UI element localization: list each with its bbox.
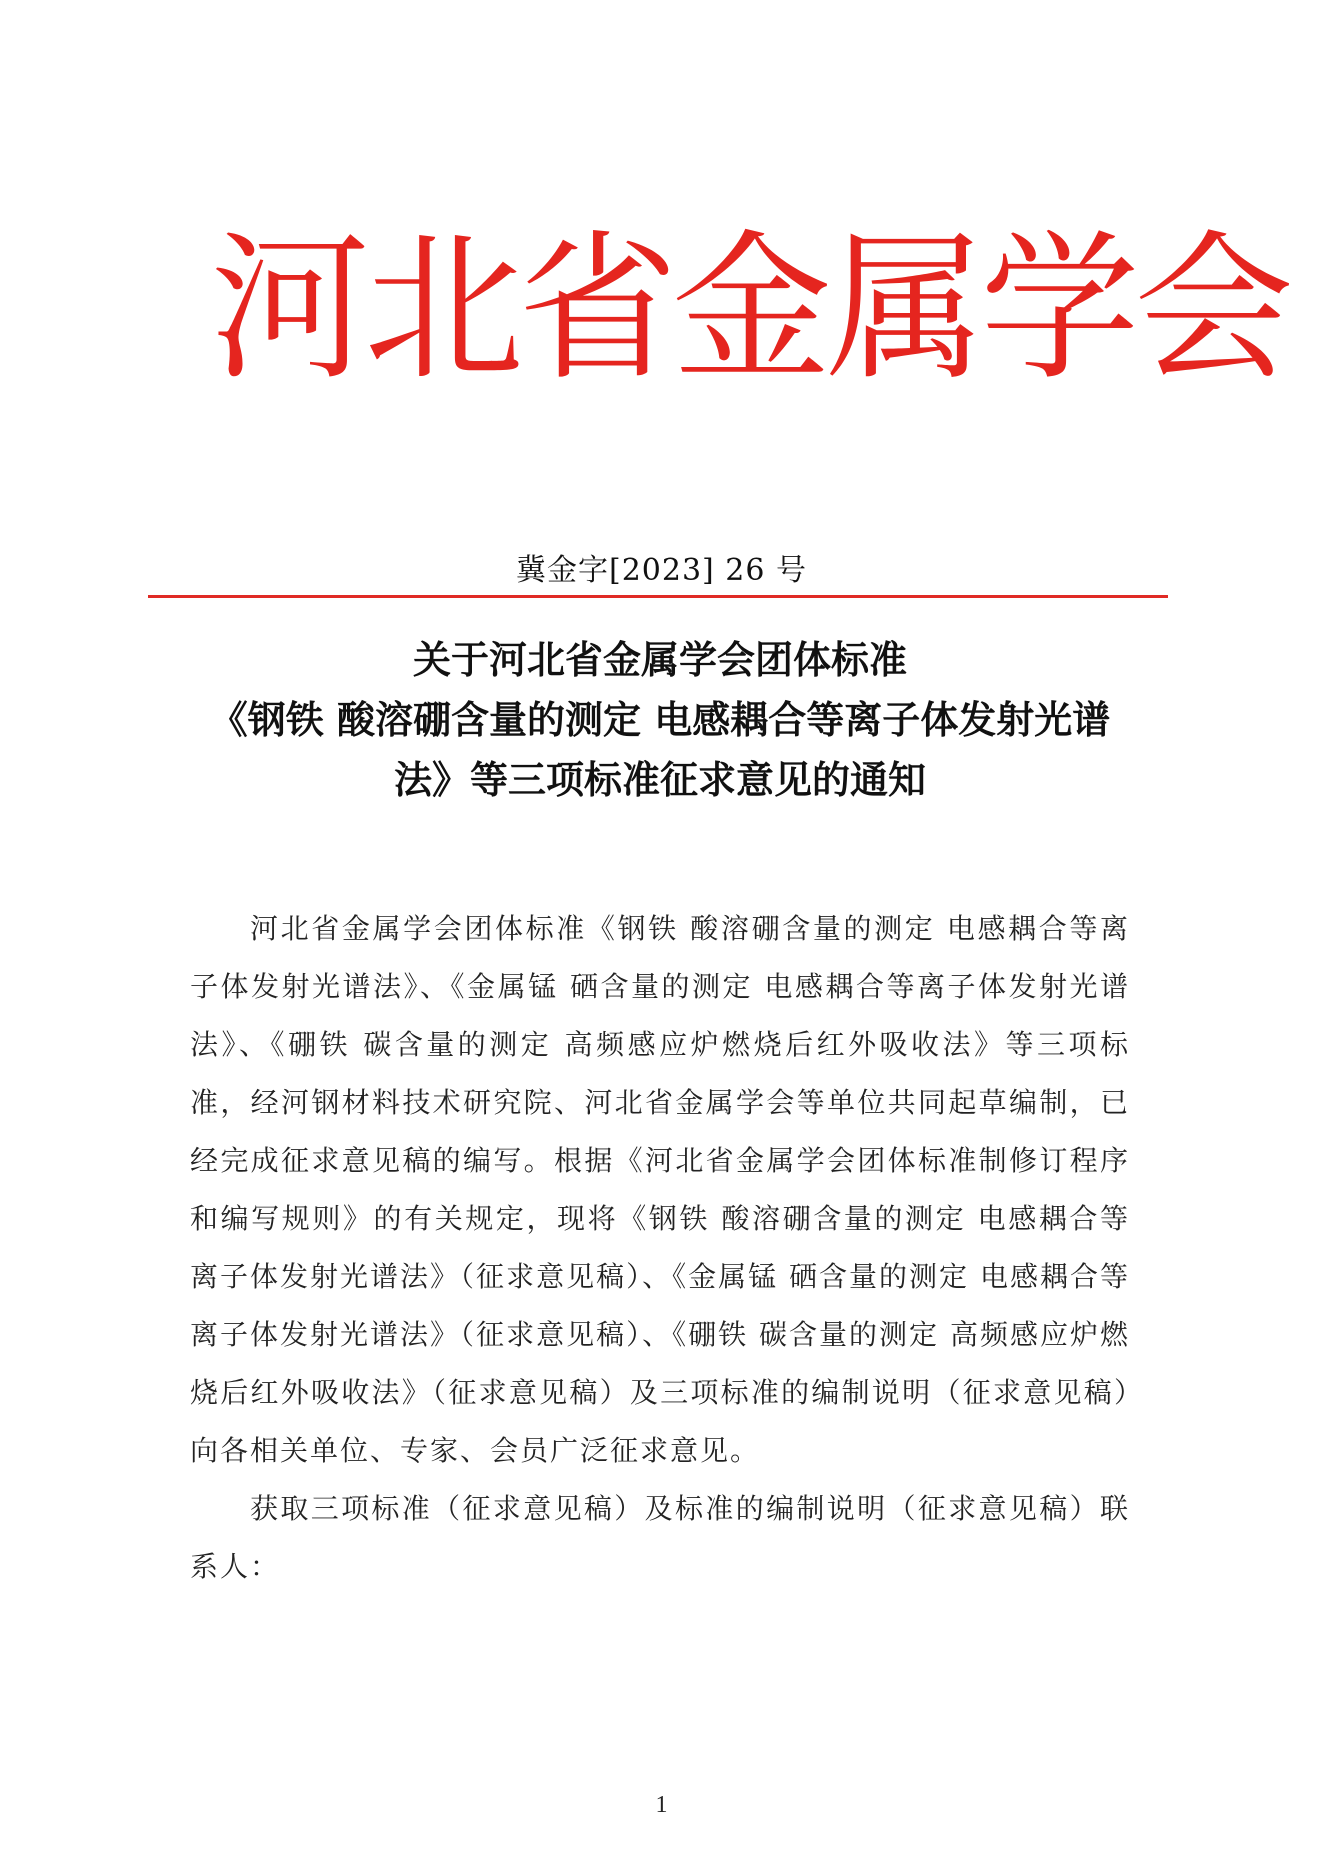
- organization-masthead: 河北省金属学会: [210, 221, 1289, 399]
- body-paragraph-1: 河北省金属学会团体标准《钢铁 酸溶硼含量的测定 电感耦合等离子体发射光谱法》、《金属锰 硒含量的测定 电感耦合等离子体发射光谱法》、《硼铁 碳含量的测定 高频感应炉燃烧后红外吸收法》等三项标准，经河钢材料技术研究院、河北省金属学会等单位共同起草编制，已经完成征求意见稿的编写。根据《河北省金属学会团体标准制修订程序和编写规则》的有关规定，现将《钢铁 酸溶硼含量的测定 电感耦合等离子体发射光谱法》（征求意见稿）、《金属锰 硒含量的测定 电感耦合等离子体发射光谱法》（征求意见稿）、《硼铁 碳含量的测定 高频感应炉燃烧后红外吸收法》（征求意见稿）及三项标准的编制说明（征求意见稿）向各相关单位、专家、会员广泛征求意见。: [190, 912, 1130, 1467]
- notice-title: [140, 630, 1180, 810]
- title-line-3: 法》等三项标准征求意见的通知: [393, 758, 926, 802]
- title-line-2: 《钢铁 酸溶硼含量的测定 电感耦合等离子体发射光谱: [209, 698, 1111, 742]
- body-paragraph-2: 获取三项标准（征求意见稿）及标准的编制说明（征求意见稿）联系人：: [190, 1492, 1130, 1583]
- page-number: 1: [655, 1792, 668, 1818]
- document-number: 冀金字[2023] 26 号: [515, 553, 807, 588]
- title-line-1: 关于河北省金属学会团体标准: [412, 638, 907, 682]
- red-divider-line: [148, 595, 1168, 598]
- notice-body: [190, 900, 1130, 1596]
